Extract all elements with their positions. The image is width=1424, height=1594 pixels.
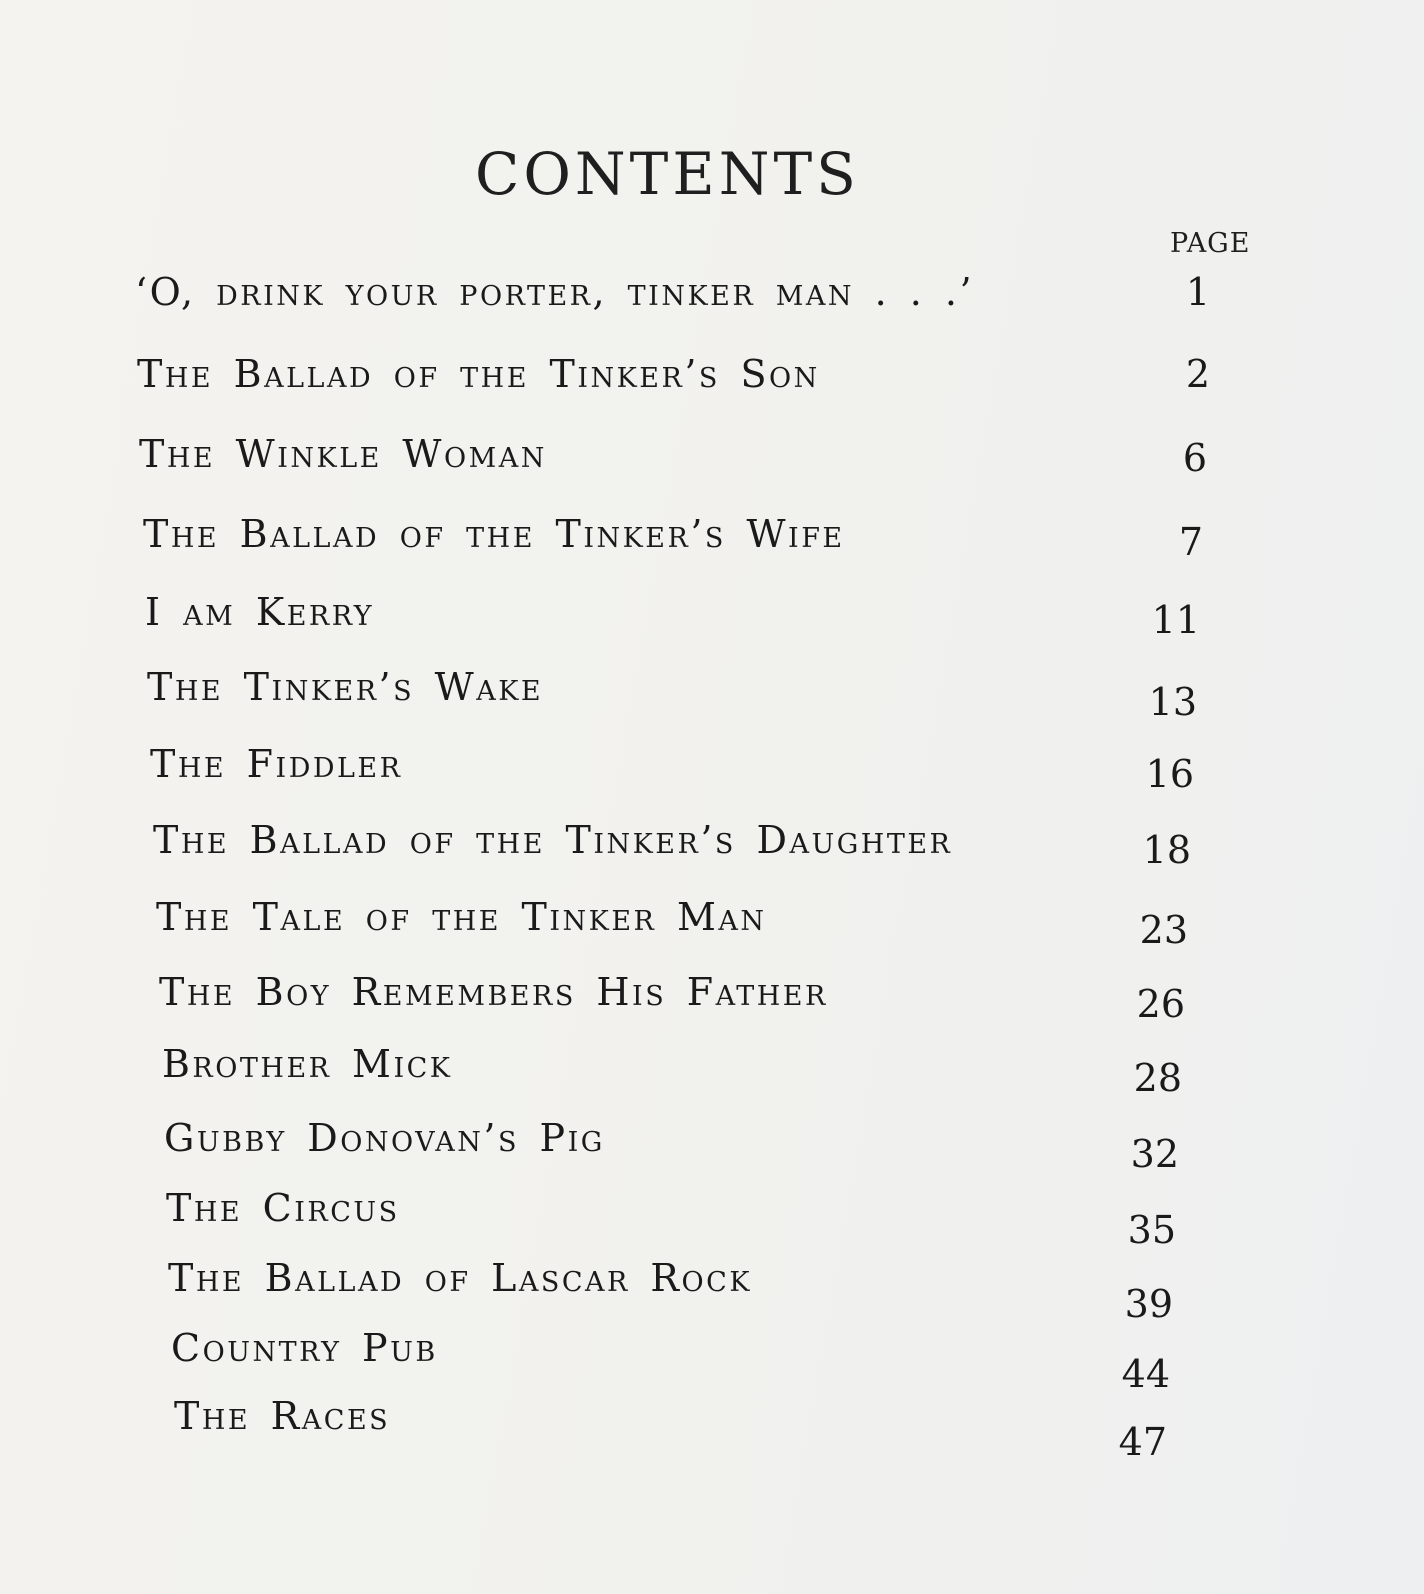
toc-entry-title: The Tinker’s Wake — [147, 665, 544, 709]
toc-entry-title: The Ballad of the Tinker’s Son — [137, 352, 820, 396]
toc-entry-page: 23 — [1139, 908, 1188, 952]
toc-entry-page: 35 — [1127, 1208, 1176, 1252]
page-column-label: PAGE — [1170, 228, 1251, 259]
toc-entry-title: The Races — [174, 1394, 391, 1438]
contents-heading: CONTENTS — [475, 140, 860, 208]
toc-entry-page: 6 — [1182, 436, 1207, 480]
toc-entry-title: I am Kerry — [145, 590, 375, 634]
toc-entry-page: 28 — [1133, 1056, 1182, 1100]
toc-entry-title: The Circus — [166, 1186, 400, 1230]
toc-entry-page: 44 — [1121, 1352, 1170, 1396]
toc-entry-title: The Boy Remembers His Father — [159, 970, 828, 1014]
toc-entry-title: Gubby Donovan’s Pig — [164, 1116, 605, 1160]
toc-entry-title: The Fiddler — [150, 742, 403, 786]
toc-entry-title: Brother Mick — [162, 1042, 453, 1086]
toc-entry-page: 11 — [1151, 598, 1200, 642]
toc-entry-title: The Ballad of Lascar Rock — [168, 1256, 753, 1300]
toc-entry-title: The Ballad of the Tinker’s Daughter — [153, 818, 953, 862]
toc-entry-title: Country Pub — [171, 1326, 438, 1370]
toc-entry-page: 18 — [1142, 828, 1191, 872]
toc-entry-page: 13 — [1148, 680, 1197, 724]
toc-entry-page: 16 — [1145, 752, 1194, 796]
toc-entry-title: The Ballad of the Tinker’s Wife — [143, 512, 845, 556]
toc-entry-title: The Winkle Woman — [139, 432, 547, 476]
toc-entry-page: 1 — [1185, 270, 1210, 314]
toc-entry-page: 39 — [1124, 1282, 1173, 1326]
toc-entry-page: 2 — [1185, 352, 1210, 396]
toc-entry-page: 26 — [1136, 982, 1185, 1026]
toc-entry-title: ‘O, drink your porter, tinker man . . .’ — [135, 270, 975, 314]
toc-entry-title: The Tale of the Tinker Man — [156, 895, 767, 939]
toc-entry-page: 7 — [1178, 520, 1203, 564]
toc-entry-page: 32 — [1130, 1132, 1179, 1176]
toc-entry-page: 47 — [1118, 1420, 1167, 1464]
